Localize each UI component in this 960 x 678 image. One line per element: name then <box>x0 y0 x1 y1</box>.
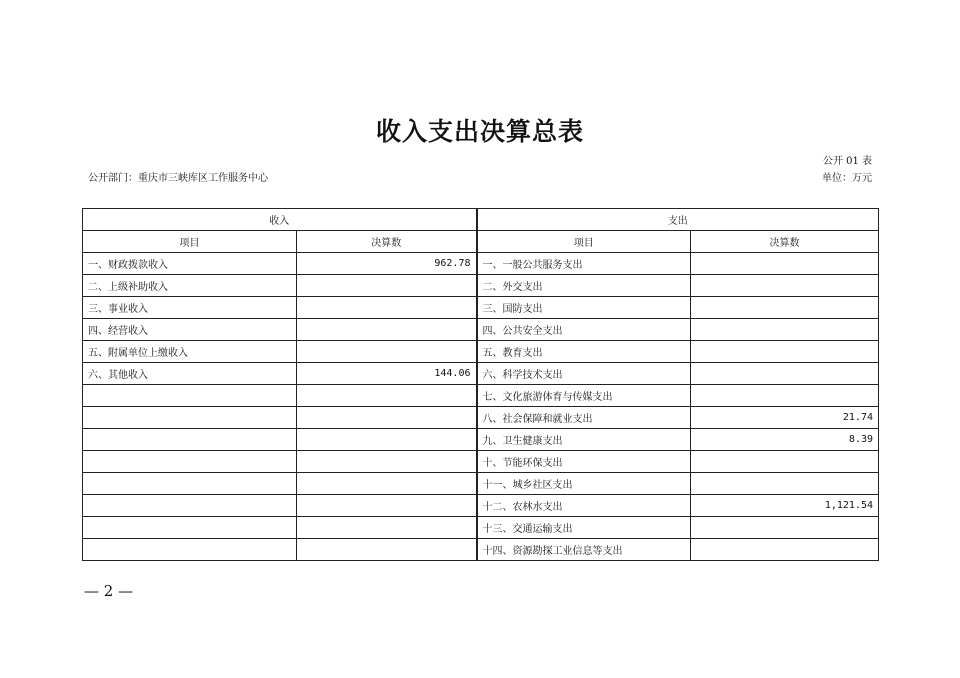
expense-header: 支出 <box>477 209 879 231</box>
income-amount-cell <box>297 297 477 319</box>
expense-item-cell: 二、外交支出 <box>477 275 691 297</box>
table-row <box>83 253 879 275</box>
table-row <box>83 495 879 517</box>
table-row <box>83 517 879 539</box>
income-amount-header: 决算数 <box>297 231 477 253</box>
income-item-cell <box>83 473 297 495</box>
page-number: — 2 — <box>84 582 134 600</box>
table-row <box>83 297 879 319</box>
table-row <box>83 385 879 407</box>
department-label: 公开部门：重庆市三峡库区工作服务中心 <box>88 173 268 184</box>
table-row <box>83 363 879 385</box>
expense-amount-cell <box>691 517 879 539</box>
table-row <box>83 341 879 363</box>
expense-item-cell: 十一、城乡社区支出 <box>477 473 691 495</box>
table-row <box>83 473 879 495</box>
income-item-cell <box>83 407 297 429</box>
expense-amount-header: 决算数 <box>691 231 879 253</box>
unit-label: 单位：万元 <box>822 173 872 184</box>
expense-amount-cell <box>691 451 879 473</box>
expense-amount-cell <box>691 253 879 275</box>
table-row <box>83 319 879 341</box>
income-item-cell: 五、附属单位上缴收入 <box>83 341 297 363</box>
expense-item-cell: 四、公共安全支出 <box>477 319 691 341</box>
table-row <box>83 451 879 473</box>
table-row <box>83 429 879 451</box>
expense-amount-cell <box>691 385 879 407</box>
expense-item-cell: 六、科学技术支出 <box>477 363 691 385</box>
income-item-cell: 六、其他收入 <box>83 363 297 385</box>
income-amount-cell <box>297 429 477 451</box>
income-item-cell <box>83 451 297 473</box>
income-amount-cell <box>297 385 477 407</box>
expense-item-cell: 七、文化旅游体育与传媒支出 <box>477 385 691 407</box>
budget-table <box>82 208 879 561</box>
expense-item-cell: 十四、资源勘探工业信息等支出 <box>477 539 691 561</box>
income-item-cell: 一、财政拨款收入 <box>83 253 297 275</box>
table-column-header <box>83 231 879 253</box>
page-title: 收入支出决算总表 <box>375 117 584 146</box>
expense-amount-cell: 21.74 <box>691 407 879 429</box>
income-amount-cell <box>297 407 477 429</box>
expense-item-cell: 十二、农林水支出 <box>477 495 691 517</box>
table-row <box>83 275 879 297</box>
income-amount-cell: 962.78 <box>297 253 477 275</box>
income-item-cell <box>83 495 297 517</box>
income-item-cell: 四、经营收入 <box>83 319 297 341</box>
expense-item-cell: 一、一般公共服务支出 <box>477 253 691 275</box>
income-amount-cell <box>297 451 477 473</box>
income-item-header: 项目 <box>83 231 297 253</box>
income-amount-cell <box>297 275 477 297</box>
expense-item-cell: 九、卫生健康支出 <box>477 429 691 451</box>
income-amount-cell <box>297 517 477 539</box>
income-header: 收入 <box>83 209 477 231</box>
expense-item-cell: 十三、交通运输支出 <box>477 517 691 539</box>
table-row <box>83 407 879 429</box>
income-item-cell <box>83 517 297 539</box>
expense-item-header: 项目 <box>477 231 691 253</box>
expense-amount-cell <box>691 297 879 319</box>
income-item-cell <box>83 539 297 561</box>
expense-item-cell: 五、教育支出 <box>477 341 691 363</box>
income-amount-cell <box>297 539 477 561</box>
expense-item-cell: 八、社会保障和就业支出 <box>477 407 691 429</box>
expense-item-cell: 三、国防支出 <box>477 297 691 319</box>
table-section-header <box>83 209 879 231</box>
income-amount-cell <box>297 495 477 517</box>
expense-amount-cell <box>691 363 879 385</box>
expense-amount-cell: 1,121.54 <box>691 495 879 517</box>
expense-amount-cell <box>691 341 879 363</box>
income-amount-cell <box>297 319 477 341</box>
expense-amount-cell <box>691 473 879 495</box>
income-item-cell: 二、上级补助收入 <box>83 275 297 297</box>
expense-amount-cell <box>691 539 879 561</box>
income-amount-cell <box>297 473 477 495</box>
table-code: 公开 01 表 <box>822 156 872 167</box>
income-amount-cell <box>297 341 477 363</box>
expense-amount-cell <box>691 319 879 341</box>
expense-item-cell: 十、节能环保支出 <box>477 451 691 473</box>
income-item-cell <box>83 385 297 407</box>
expense-amount-cell <box>691 275 879 297</box>
table-row <box>83 539 879 561</box>
income-item-cell: 三、事业收入 <box>83 297 297 319</box>
income-item-cell <box>83 429 297 451</box>
income-amount-cell: 144.06 <box>297 363 477 385</box>
expense-amount-cell: 8.39 <box>691 429 879 451</box>
